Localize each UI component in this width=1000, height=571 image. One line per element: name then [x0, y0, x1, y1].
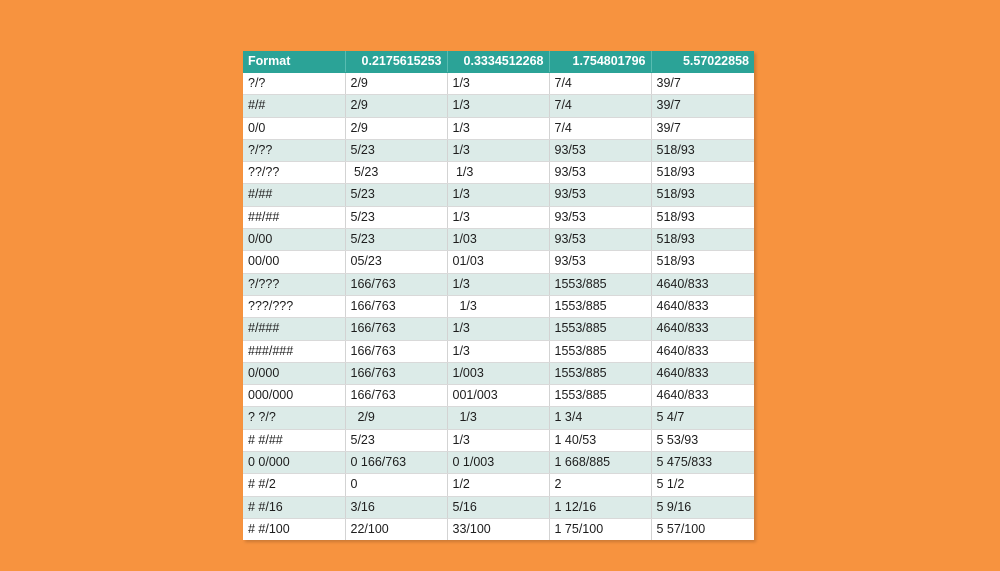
cell-formatted-value[interactable]: 518/93 — [651, 139, 754, 161]
table-header-row — [243, 51, 754, 73]
cell-formatted-value[interactable]: 1/3 — [447, 206, 549, 228]
cell-formatted-value[interactable]: 166/763 — [345, 385, 447, 407]
table-row — [243, 340, 754, 362]
cell-format-code[interactable]: #/### — [243, 318, 345, 340]
cell-formatted-value[interactable]: 05/23 — [345, 251, 447, 273]
table-row — [243, 117, 754, 139]
cell-formatted-value[interactable]: 1553/885 — [549, 385, 651, 407]
table-row — [243, 273, 754, 295]
cell-formatted-value[interactable]: 1 12/16 — [549, 496, 651, 518]
cell-formatted-value[interactable]: 5/23 — [345, 229, 447, 251]
cell-formatted-value[interactable]: 5/23 — [345, 162, 447, 184]
cell-format-code[interactable]: ###/### — [243, 340, 345, 362]
cell-formatted-value[interactable]: 1/3 — [447, 429, 549, 451]
cell-formatted-value[interactable]: 5 1/2 — [651, 474, 754, 496]
cell-formatted-value[interactable]: 39/7 — [651, 95, 754, 117]
table-row — [243, 139, 754, 161]
cell-formatted-value[interactable]: 1553/885 — [549, 295, 651, 317]
cell-formatted-value[interactable]: 1/3 — [447, 318, 549, 340]
cell-format-code[interactable]: 000/000 — [243, 385, 345, 407]
cell-formatted-value[interactable]: 1/03 — [447, 229, 549, 251]
cell-format-code[interactable]: # #/16 — [243, 496, 345, 518]
cell-formatted-value[interactable]: 1553/885 — [549, 362, 651, 384]
cell-formatted-value[interactable]: 0 166/763 — [345, 452, 447, 474]
cell-formatted-value[interactable]: 1/3 — [447, 139, 549, 161]
cell-formatted-value[interactable]: 93/53 — [549, 162, 651, 184]
cell-formatted-value[interactable]: 5 9/16 — [651, 496, 754, 518]
cell-format-code[interactable]: ?/?? — [243, 139, 345, 161]
cell-formatted-value[interactable]: 166/763 — [345, 340, 447, 362]
column-header-value-3[interactable]: 1.754801796 — [549, 51, 651, 73]
cell-formatted-value[interactable]: 1553/885 — [549, 273, 651, 295]
fraction-format-table — [243, 51, 754, 540]
table-row — [243, 452, 754, 474]
table-row — [243, 162, 754, 184]
cell-format-code[interactable]: ?/? — [243, 73, 345, 95]
table-row — [243, 206, 754, 228]
cell-formatted-value[interactable]: 166/763 — [345, 273, 447, 295]
cell-format-code[interactable]: # #/100 — [243, 518, 345, 540]
cell-formatted-value[interactable]: 2/9 — [345, 117, 447, 139]
table-row — [243, 73, 754, 95]
cell-formatted-value[interactable]: 5 57/100 — [651, 518, 754, 540]
table-row — [243, 184, 754, 206]
cell-formatted-value[interactable]: 39/7 — [651, 117, 754, 139]
table-row — [243, 318, 754, 340]
cell-formatted-value[interactable]: 5 53/93 — [651, 429, 754, 451]
cell-formatted-value[interactable]: 4640/833 — [651, 295, 754, 317]
cell-formatted-value[interactable]: 1/3 — [447, 95, 549, 117]
cell-format-code[interactable]: 00/00 — [243, 251, 345, 273]
cell-formatted-value[interactable]: 4640/833 — [651, 318, 754, 340]
cell-format-code[interactable]: 0 0/000 — [243, 452, 345, 474]
cell-formatted-value[interactable]: 1 668/885 — [549, 452, 651, 474]
cell-formatted-value[interactable]: 5/16 — [447, 496, 549, 518]
column-header-value-2[interactable]: 0.3334512268 — [447, 51, 549, 73]
cell-format-code[interactable]: ???/??? — [243, 295, 345, 317]
table-row — [243, 385, 754, 407]
cell-formatted-value[interactable]: 7/4 — [549, 95, 651, 117]
cell-formatted-value[interactable]: 1/3 — [447, 407, 549, 429]
cell-formatted-value[interactable]: 2 — [549, 474, 651, 496]
table-row — [243, 295, 754, 317]
cell-format-code[interactable]: #/# — [243, 95, 345, 117]
cell-formatted-value[interactable]: 93/53 — [549, 139, 651, 161]
cell-formatted-value[interactable]: 93/53 — [549, 251, 651, 273]
cell-formatted-value[interactable]: 5/23 — [345, 184, 447, 206]
fraction-format-table-container — [243, 51, 754, 540]
cell-formatted-value[interactable]: 518/93 — [651, 251, 754, 273]
cell-formatted-value[interactable]: 3/16 — [345, 496, 447, 518]
cell-format-code[interactable]: # #/## — [243, 429, 345, 451]
cell-format-code[interactable]: ##/## — [243, 206, 345, 228]
cell-formatted-value[interactable]: 5/23 — [345, 139, 447, 161]
cell-formatted-value[interactable]: 518/93 — [651, 184, 754, 206]
column-header-format[interactable]: Format — [243, 51, 345, 73]
table-row — [243, 496, 754, 518]
cell-formatted-value[interactable]: 39/7 — [651, 73, 754, 95]
cell-formatted-value[interactable]: 1/3 — [447, 117, 549, 139]
cell-format-code[interactable]: 0/0 — [243, 117, 345, 139]
cell-formatted-value[interactable]: 1/3 — [447, 273, 549, 295]
cell-formatted-value[interactable]: 7/4 — [549, 73, 651, 95]
column-header-value-1[interactable]: 0.2175615253 — [345, 51, 447, 73]
cell-formatted-value[interactable]: 2/9 — [345, 407, 447, 429]
cell-formatted-value[interactable]: 5 4/7 — [651, 407, 754, 429]
cell-formatted-value[interactable]: 518/93 — [651, 162, 754, 184]
cell-formatted-value[interactable]: 22/100 — [345, 518, 447, 540]
cell-format-code[interactable]: ??/?? — [243, 162, 345, 184]
cell-formatted-value[interactable]: 5 475/833 — [651, 452, 754, 474]
cell-formatted-value[interactable]: 5/23 — [345, 429, 447, 451]
cell-format-code[interactable]: 0/000 — [243, 362, 345, 384]
cell-formatted-value[interactable]: 166/763 — [345, 295, 447, 317]
cell-formatted-value[interactable]: 4640/833 — [651, 385, 754, 407]
table-row — [243, 229, 754, 251]
cell-format-code[interactable]: 0/00 — [243, 229, 345, 251]
cell-formatted-value[interactable]: 1553/885 — [549, 340, 651, 362]
cell-formatted-value[interactable]: 1/003 — [447, 362, 549, 384]
cell-format-code[interactable]: # #/2 — [243, 474, 345, 496]
cell-formatted-value[interactable]: 2/9 — [345, 73, 447, 95]
table-row — [243, 251, 754, 273]
cell-formatted-value[interactable]: 1/2 — [447, 474, 549, 496]
cell-formatted-value[interactable]: 33/100 — [447, 518, 549, 540]
cell-formatted-value[interactable]: 2/9 — [345, 95, 447, 117]
cell-formatted-value[interactable]: 93/53 — [549, 184, 651, 206]
cell-formatted-value[interactable]: 1 3/4 — [549, 407, 651, 429]
cell-formatted-value[interactable]: 166/763 — [345, 362, 447, 384]
cell-format-code[interactable]: ? ?/? — [243, 407, 345, 429]
table-row — [243, 474, 754, 496]
cell-formatted-value[interactable]: 0 1/003 — [447, 452, 549, 474]
cell-formatted-value[interactable]: 1/3 — [447, 162, 549, 184]
cell-formatted-value[interactable]: 1553/885 — [549, 318, 651, 340]
table-row — [243, 518, 754, 540]
cell-formatted-value[interactable]: 0 — [345, 474, 447, 496]
cell-formatted-value[interactable]: 1/3 — [447, 340, 549, 362]
table-row — [243, 95, 754, 117]
table-body — [243, 73, 754, 541]
table-row — [243, 429, 754, 451]
table-row — [243, 407, 754, 429]
cell-formatted-value[interactable]: 1/3 — [447, 295, 549, 317]
cell-formatted-value[interactable]: 1 40/53 — [549, 429, 651, 451]
cell-formatted-value[interactable]: 93/53 — [549, 229, 651, 251]
cell-formatted-value[interactable]: 518/93 — [651, 206, 754, 228]
cell-formatted-value[interactable]: 001/003 — [447, 385, 549, 407]
cell-formatted-value[interactable]: 1/3 — [447, 184, 549, 206]
column-header-value-4[interactable]: 5.57022858 — [651, 51, 754, 73]
table-header — [243, 51, 754, 73]
cell-formatted-value[interactable]: 1 75/100 — [549, 518, 651, 540]
cell-formatted-value[interactable]: 4640/833 — [651, 362, 754, 384]
cell-formatted-value[interactable]: 4640/833 — [651, 273, 754, 295]
cell-formatted-value[interactable]: 01/03 — [447, 251, 549, 273]
cell-formatted-value[interactable]: 4640/833 — [651, 340, 754, 362]
cell-formatted-value[interactable]: 7/4 — [549, 117, 651, 139]
cell-formatted-value[interactable]: 1/3 — [447, 73, 549, 95]
cell-format-code[interactable]: ?/??? — [243, 273, 345, 295]
table-row — [243, 362, 754, 384]
cell-formatted-value[interactable]: 93/53 — [549, 206, 651, 228]
cell-formatted-value[interactable]: 5/23 — [345, 206, 447, 228]
cell-formatted-value[interactable]: 166/763 — [345, 318, 447, 340]
cell-formatted-value[interactable]: 518/93 — [651, 229, 754, 251]
cell-format-code[interactable]: #/## — [243, 184, 345, 206]
